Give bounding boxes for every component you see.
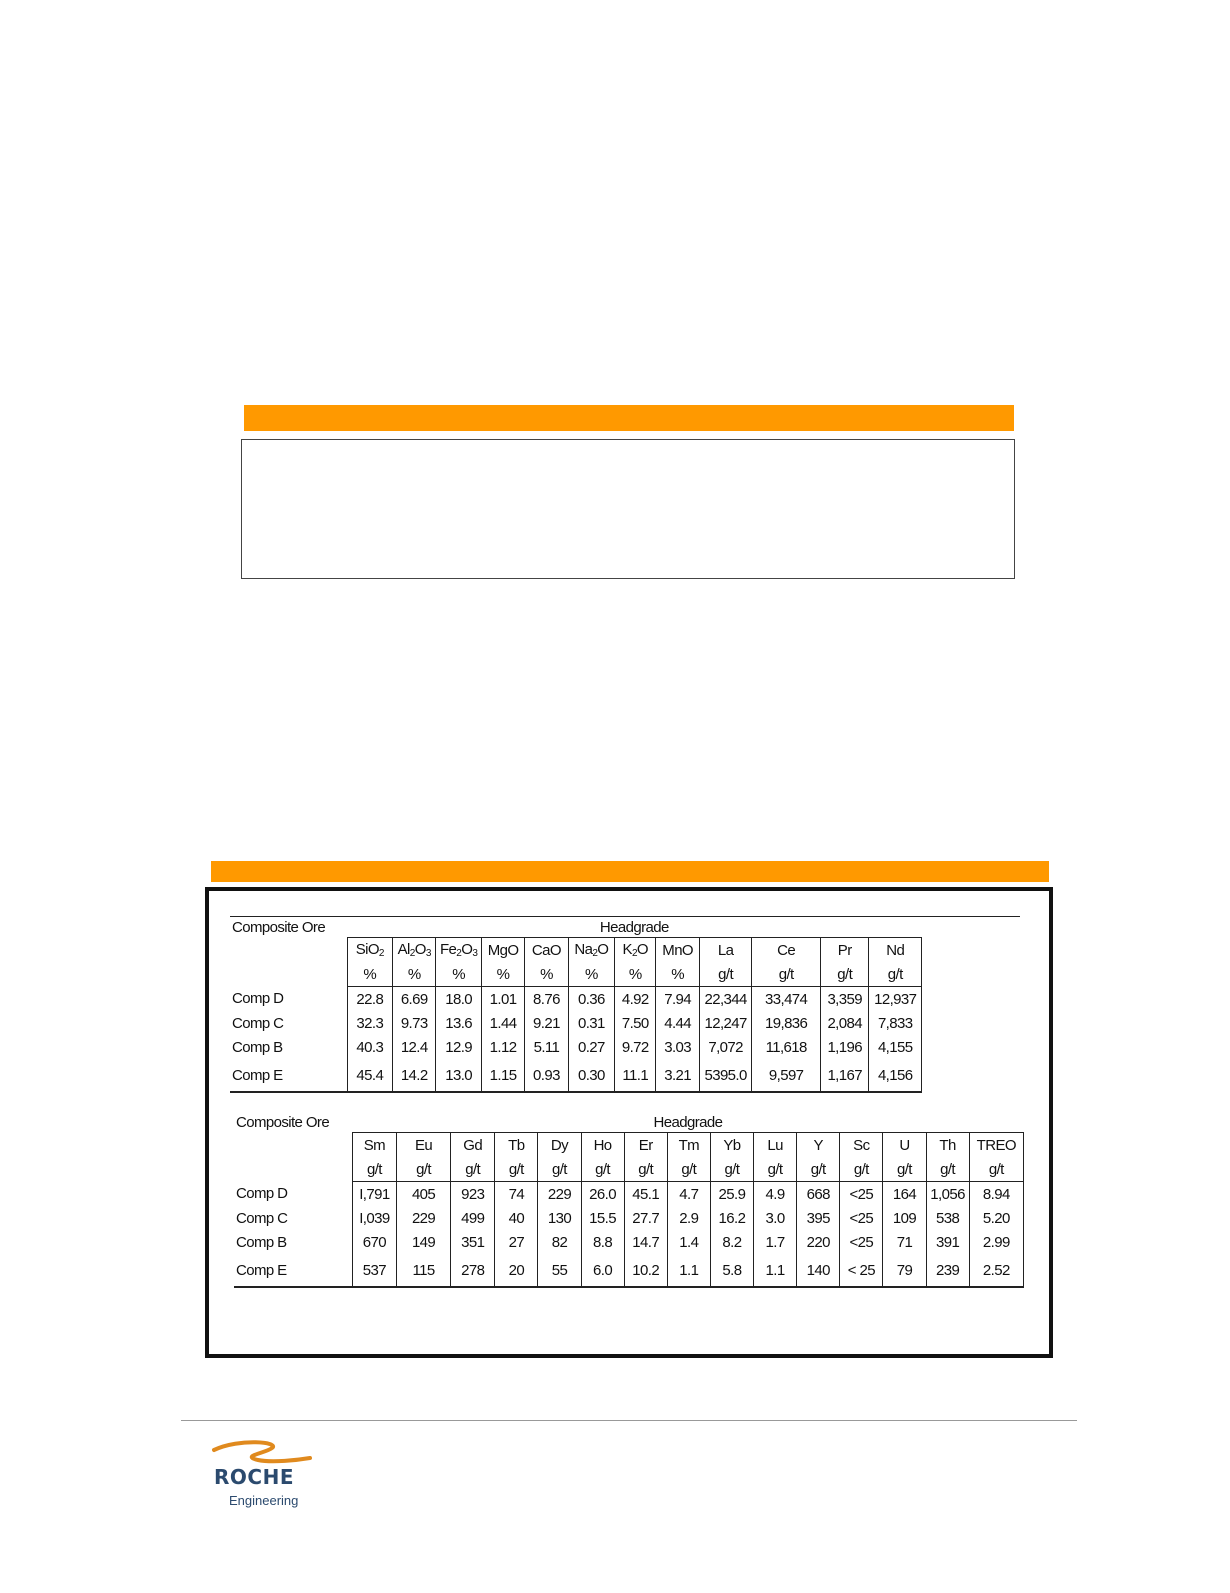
- unit-cell: g/t: [710, 1157, 753, 1182]
- unit-cell: g/t: [667, 1157, 710, 1182]
- element-name-part: O: [597, 941, 609, 958]
- row-label: Comp E: [234, 1254, 352, 1287]
- element-name: Th: [939, 1136, 956, 1154]
- row-label: Comp B: [232, 1038, 283, 1056]
- value-cell: 4.44: [656, 1011, 699, 1035]
- element-name-part: O: [636, 941, 648, 958]
- unit-cell: %: [568, 962, 614, 987]
- column-header: [797, 1133, 840, 1158]
- table-row: [234, 1230, 1024, 1254]
- value-cell: 220: [797, 1230, 840, 1254]
- value-cell: 668: [797, 1182, 840, 1207]
- value-cell: 40.3: [347, 1035, 392, 1059]
- element-name: SiO: [355, 941, 379, 958]
- value-cell: 1.15: [481, 1059, 524, 1092]
- element-name: K: [622, 941, 632, 958]
- element-name: MgO: [487, 941, 519, 959]
- column-header: [352, 1133, 396, 1158]
- table-row: [234, 1182, 1024, 1207]
- unit-cell: %: [656, 962, 699, 987]
- value-cell: 0.36: [568, 987, 614, 1012]
- value-cell: 45.1: [624, 1182, 667, 1207]
- element-name: Al: [397, 941, 410, 958]
- unit-cell: %: [436, 962, 481, 987]
- footer-divider: [181, 1420, 1077, 1421]
- value-cell: 11.1: [615, 1059, 656, 1092]
- element-name: Fe: [439, 941, 457, 958]
- value-cell: 19,836: [752, 1011, 821, 1035]
- value-cell: 0.30: [568, 1059, 614, 1092]
- element-name: Nd: [886, 941, 905, 959]
- value-cell: 13.0: [436, 1059, 481, 1092]
- value-cell: 229: [396, 1206, 450, 1230]
- value-cell: <25: [840, 1206, 883, 1230]
- element-name: Lu: [767, 1136, 783, 1154]
- value-cell: 1.1: [667, 1254, 710, 1287]
- column-header: [820, 938, 868, 963]
- headgrade-label: Headgrade: [599, 918, 669, 936]
- value-cell: 7,072: [699, 1035, 751, 1059]
- value-cell: 9.21: [525, 1011, 568, 1035]
- value-cell: 2.9: [667, 1206, 710, 1230]
- blank-cell: [230, 962, 347, 987]
- unit-cell: g/t: [869, 962, 922, 987]
- value-cell: 3,359: [820, 987, 868, 1012]
- column-header: [624, 1133, 667, 1158]
- subscript: 2: [378, 948, 384, 959]
- composite-ore-label: Composite Ore: [236, 1113, 330, 1131]
- value-cell: 3.0: [754, 1206, 797, 1230]
- value-cell: 1,196: [820, 1035, 868, 1059]
- column-header: [969, 1133, 1023, 1158]
- headgrade-label: Headgrade: [653, 1113, 723, 1131]
- value-cell: 79: [883, 1254, 926, 1287]
- unit-cell: %: [347, 962, 392, 987]
- unit-row: [234, 1157, 1024, 1182]
- value-cell: 22.8: [347, 987, 392, 1012]
- value-cell: <25: [840, 1230, 883, 1254]
- unit-cell: g/t: [451, 1157, 495, 1182]
- value-cell: 278: [451, 1254, 495, 1287]
- value-cell: 9.72: [615, 1035, 656, 1059]
- value-cell: 4,156: [869, 1059, 922, 1092]
- unit-cell: g/t: [926, 1157, 969, 1182]
- row-label: Comp B: [236, 1233, 287, 1251]
- composite-ore-label: Composite Ore: [232, 918, 326, 936]
- blank-cell: [234, 1157, 352, 1182]
- value-cell: 8.76: [525, 987, 568, 1012]
- value-cell: 0.27: [568, 1035, 614, 1059]
- unit-cell: g/t: [352, 1157, 396, 1182]
- value-cell: <25: [840, 1182, 883, 1207]
- column-header: [754, 1133, 797, 1158]
- value-cell: 8.8: [581, 1230, 624, 1254]
- value-cell: 140: [797, 1254, 840, 1287]
- element-name: Gd: [463, 1136, 483, 1154]
- value-cell: 1.44: [481, 1011, 524, 1035]
- subscript: 2: [456, 948, 462, 959]
- column-header: [926, 1133, 969, 1158]
- value-cell: 6.69: [393, 987, 436, 1012]
- value-cell: 1,056: [926, 1182, 969, 1207]
- subscript: 3: [425, 948, 431, 959]
- subscript: 2: [409, 948, 415, 959]
- value-cell: 26.0: [581, 1182, 624, 1207]
- unit-cell: g/t: [581, 1157, 624, 1182]
- value-cell: 16.2: [710, 1206, 753, 1230]
- column-header: [451, 1133, 495, 1158]
- value-cell: 18.0: [436, 987, 481, 1012]
- value-cell: 4.7: [667, 1182, 710, 1207]
- element-name: Dy: [550, 1136, 569, 1154]
- value-cell: 4.92: [615, 987, 656, 1012]
- value-cell: 12.4: [393, 1035, 436, 1059]
- unit-cell: g/t: [396, 1157, 450, 1182]
- value-cell: 1.1: [754, 1254, 797, 1287]
- value-cell: 0.31: [568, 1011, 614, 1035]
- value-cell: 82: [538, 1230, 581, 1254]
- value-cell: 15.5: [581, 1206, 624, 1230]
- table-row: [230, 1035, 922, 1059]
- element-name: MnO: [662, 941, 694, 959]
- value-cell: 130: [538, 1206, 581, 1230]
- value-cell: 12,247: [699, 1011, 751, 1035]
- value-cell: I,791: [352, 1182, 396, 1207]
- column-header: [525, 938, 568, 963]
- group-header-row: [230, 917, 922, 938]
- unit-cell: g/t: [538, 1157, 581, 1182]
- column-header: [347, 938, 392, 963]
- row-label: Comp D: [236, 1185, 288, 1203]
- element-name: Y: [813, 1136, 823, 1154]
- empty-content-box: [241, 439, 1015, 579]
- value-cell: 13.6: [436, 1011, 481, 1035]
- element-name: U: [899, 1136, 910, 1154]
- table-row: [234, 1206, 1024, 1230]
- value-cell: 395: [797, 1206, 840, 1230]
- row-label: Comp E: [230, 1059, 347, 1092]
- unit-cell: g/t: [699, 962, 751, 987]
- value-cell: 4,155: [869, 1035, 922, 1059]
- element-name-part: O: [461, 941, 473, 958]
- value-cell: 499: [451, 1206, 495, 1230]
- blank-cell: [230, 938, 347, 963]
- unit-cell: %: [481, 962, 524, 987]
- unit-cell: g/t: [754, 1157, 797, 1182]
- value-cell: 537: [352, 1254, 396, 1287]
- value-cell: 164: [883, 1182, 926, 1207]
- value-cell: 405: [396, 1182, 450, 1207]
- value-cell: 8.94: [969, 1182, 1023, 1207]
- row-label: Comp C: [232, 1014, 284, 1032]
- subscript: 2: [631, 948, 637, 959]
- column-header: [710, 1133, 753, 1158]
- value-cell: 229: [538, 1182, 581, 1207]
- logo-wordmark: ROCHE: [214, 1465, 294, 1489]
- unit-cell: g/t: [624, 1157, 667, 1182]
- value-cell: 109: [883, 1206, 926, 1230]
- element-name-part: O: [414, 941, 426, 958]
- element-name: Tm: [678, 1136, 700, 1154]
- unit-cell: g/t: [752, 962, 821, 987]
- table-row: [230, 987, 922, 1012]
- unit-cell: g/t: [840, 1157, 883, 1182]
- value-cell: 10.2: [624, 1254, 667, 1287]
- value-cell: 5.8: [710, 1254, 753, 1287]
- value-cell: 40: [495, 1206, 538, 1230]
- element-name: Er: [638, 1136, 653, 1154]
- value-cell: 0.93: [525, 1059, 568, 1092]
- value-cell: 27: [495, 1230, 538, 1254]
- value-cell: 20: [495, 1254, 538, 1287]
- value-cell: 12,937: [869, 987, 922, 1012]
- value-cell: 239: [926, 1254, 969, 1287]
- value-cell: 32.3: [347, 1011, 392, 1035]
- table-row: [230, 1011, 922, 1035]
- unit-cell: %: [525, 962, 568, 987]
- column-header: [393, 938, 436, 963]
- value-cell: 391: [926, 1230, 969, 1254]
- value-cell: 33,474: [752, 987, 821, 1012]
- value-cell: 74: [495, 1182, 538, 1207]
- value-cell: 7.50: [615, 1011, 656, 1035]
- element-name: Sc: [853, 1136, 870, 1154]
- element-name: Na: [574, 941, 593, 958]
- value-cell: 3.03: [656, 1035, 699, 1059]
- table-row: [230, 1059, 922, 1092]
- table-row: [234, 1254, 1024, 1287]
- value-cell: 538: [926, 1206, 969, 1230]
- value-cell: 1.01: [481, 987, 524, 1012]
- unit-row: [230, 962, 922, 987]
- element-name: Ho: [593, 1136, 612, 1154]
- value-cell: 7.94: [656, 987, 699, 1012]
- value-cell: 1,167: [820, 1059, 868, 1092]
- value-cell: 1.4: [667, 1230, 710, 1254]
- value-cell: 2.99: [969, 1230, 1023, 1254]
- value-cell: 71: [883, 1230, 926, 1254]
- element-name: TREO: [976, 1136, 1016, 1154]
- value-cell: 670: [352, 1230, 396, 1254]
- element-header-row: [234, 1133, 1024, 1158]
- value-cell: 4.9: [754, 1182, 797, 1207]
- value-cell: 22,344: [699, 987, 751, 1012]
- value-cell: 351: [451, 1230, 495, 1254]
- unit-cell: g/t: [969, 1157, 1023, 1182]
- row-label: Comp C: [236, 1209, 288, 1227]
- column-header: [699, 938, 751, 963]
- value-cell: 923: [451, 1182, 495, 1207]
- column-header: [396, 1133, 450, 1158]
- value-cell: 5.11: [525, 1035, 568, 1059]
- value-cell: 9,597: [752, 1059, 821, 1092]
- value-cell: I,039: [352, 1206, 396, 1230]
- value-cell: 1.12: [481, 1035, 524, 1059]
- row-label: Comp D: [232, 990, 284, 1008]
- value-cell: 1.7: [754, 1230, 797, 1254]
- value-cell: < 25: [840, 1254, 883, 1287]
- subscript: 2: [592, 948, 598, 959]
- value-cell: 6.0: [581, 1254, 624, 1287]
- column-header: [481, 938, 524, 963]
- subscript: 3: [472, 948, 478, 959]
- value-cell: 2,084: [820, 1011, 868, 1035]
- value-cell: 3.21: [656, 1059, 699, 1092]
- column-header: [495, 1133, 538, 1158]
- column-header: [840, 1133, 883, 1158]
- element-name: Eu: [414, 1136, 433, 1154]
- element-name: La: [717, 941, 734, 959]
- column-header: [883, 1133, 926, 1158]
- element-name: Sm: [363, 1136, 386, 1154]
- headgrade-table-2: [234, 1112, 1024, 1288]
- element-name: Tb: [508, 1136, 525, 1154]
- element-name: Ce: [777, 941, 796, 959]
- column-header: [656, 938, 699, 963]
- value-cell: 25.9: [710, 1182, 753, 1207]
- unit-cell: g/t: [495, 1157, 538, 1182]
- column-header: [869, 938, 922, 963]
- value-cell: 5.20: [969, 1206, 1023, 1230]
- blank-cell: [234, 1133, 352, 1158]
- value-cell: 5395.0: [699, 1059, 751, 1092]
- value-cell: 14.7: [624, 1230, 667, 1254]
- element-name: Pr: [837, 941, 852, 959]
- logo-subtitle: Engineering: [229, 1493, 299, 1508]
- value-cell: 14.2: [393, 1059, 436, 1092]
- column-header: [581, 1133, 624, 1158]
- section-header-bar: [244, 405, 1014, 431]
- headgrade-table-1: [230, 917, 922, 1093]
- element-name: Yb: [723, 1136, 741, 1154]
- unit-cell: %: [393, 962, 436, 987]
- group-header-row: [234, 1112, 1024, 1133]
- table-header-bar: [211, 861, 1049, 882]
- value-cell: 27.7: [624, 1206, 667, 1230]
- unit-cell: %: [615, 962, 656, 987]
- value-cell: 45.4: [347, 1059, 392, 1092]
- unit-cell: g/t: [820, 962, 868, 987]
- value-cell: 55: [538, 1254, 581, 1287]
- column-header: [568, 938, 614, 963]
- column-header: [436, 938, 481, 963]
- column-header: [538, 1133, 581, 1158]
- column-header: [615, 938, 656, 963]
- element-header-row: [230, 938, 922, 963]
- value-cell: 8.2: [710, 1230, 753, 1254]
- unit-cell: g/t: [797, 1157, 840, 1182]
- value-cell: 11,618: [752, 1035, 821, 1059]
- value-cell: 115: [396, 1254, 450, 1287]
- value-cell: 2.52: [969, 1254, 1023, 1287]
- column-header: [752, 938, 821, 963]
- column-header: [667, 1133, 710, 1158]
- element-name: CaO: [531, 941, 561, 959]
- value-cell: 9.73: [393, 1011, 436, 1035]
- value-cell: 7,833: [869, 1011, 922, 1035]
- unit-cell: g/t: [883, 1157, 926, 1182]
- value-cell: 149: [396, 1230, 450, 1254]
- value-cell: 12.9: [436, 1035, 481, 1059]
